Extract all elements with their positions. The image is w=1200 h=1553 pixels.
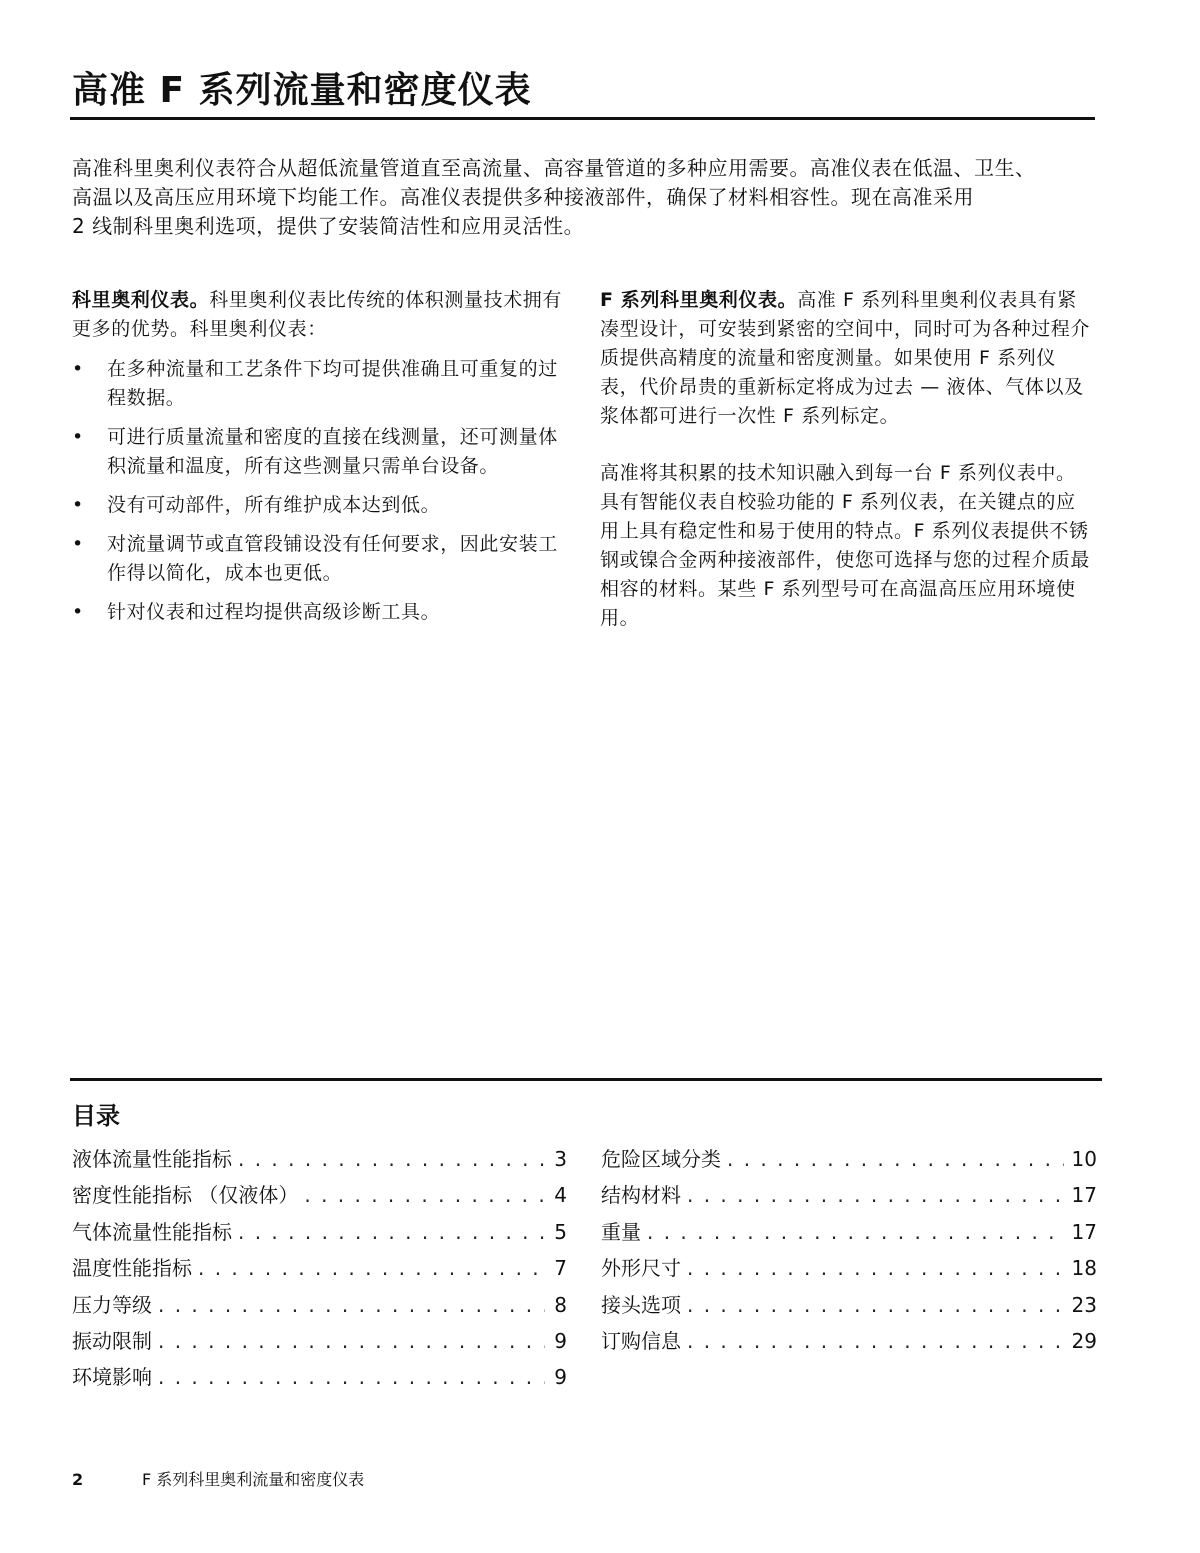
toc-divider (70, 1078, 1102, 1081)
toc-page-number: 4 (554, 1183, 567, 1208)
f-series-section (600, 286, 1095, 633)
toc-left-column (72, 1143, 567, 1398)
toc-entry[interactable] (72, 1252, 567, 1288)
toc-entry-label: 订购信息 (601, 1328, 681, 1353)
toc-entry[interactable] (601, 1289, 1097, 1325)
coriolis-intro (72, 286, 562, 344)
intro-paragraph (72, 154, 1102, 241)
dot-leader (687, 1293, 1064, 1317)
toc-entry[interactable] (601, 1325, 1097, 1361)
toc-page-number: 18 (1071, 1256, 1097, 1281)
dot-leader (238, 1220, 545, 1244)
dot-leader (198, 1256, 545, 1280)
toc-entry[interactable] (72, 1289, 567, 1325)
dot-leader (687, 1183, 1064, 1207)
toc-entry-label: 结构材料 (601, 1183, 681, 1208)
benefits-list (72, 355, 562, 627)
title-divider (70, 117, 1095, 120)
toc-entry[interactable] (72, 1179, 567, 1215)
toc-page-number: 23 (1071, 1292, 1097, 1317)
toc-page-number: 7 (554, 1256, 567, 1281)
list-item: • 可进行质量流量和密度的直接在线测量，还可测量体积流量和温度，所有这些测量只需单台设备。 (72, 423, 562, 481)
toc-entry[interactable] (601, 1252, 1097, 1288)
toc-entry-label: 压力等级 (72, 1292, 152, 1317)
list-item: • 在多种流量和工艺条件下均可提供准确且可重复的过程数据。 (72, 355, 562, 413)
toc-page-number: 3 (554, 1147, 567, 1171)
section-lead: F 系列科里奥利仪表。 (600, 289, 798, 311)
toc-entry[interactable] (72, 1325, 567, 1361)
dot-leader (687, 1329, 1064, 1353)
page-title: 高准 F 系列流量和密度仪表 (72, 70, 532, 111)
bullet-icon: • (72, 358, 84, 380)
toc-entry[interactable] (601, 1143, 1097, 1179)
dot-leader (158, 1365, 545, 1389)
toc-heading: 目录 (72, 1102, 120, 1130)
toc-right-column (601, 1143, 1097, 1361)
toc-entry-label: 外形尺寸 (601, 1256, 681, 1281)
bullet-icon: • (72, 601, 84, 623)
dot-leader (687, 1256, 1064, 1280)
intro-line: 高准科里奥利仪表符合从超低流量管道直至高流量、高容量管道的多种应用需要。高准仪表在低温、卫生、 (72, 156, 1036, 180)
footer-document-title: F 系列科里奥利流量和密度仪表 (142, 1470, 365, 1489)
toc-entry-label: 危险区域分类 (601, 1147, 721, 1171)
bullet-icon: • (72, 494, 84, 516)
coriolis-meters-section (72, 286, 562, 637)
toc-entry[interactable] (72, 1361, 567, 1397)
f-series-intro (600, 286, 1095, 431)
dot-leader (158, 1293, 545, 1317)
toc-page-number: 5 (554, 1219, 567, 1244)
dot-leader (304, 1183, 545, 1207)
toc-entry-label: 温度性能指标 (72, 1256, 192, 1281)
toc-page-number: 9 (554, 1328, 567, 1353)
dot-leader (647, 1220, 1064, 1244)
toc-page-number: 8 (554, 1292, 567, 1317)
list-item: • 没有可动部件，所有维护成本达到低。 (72, 491, 562, 520)
toc-entry[interactable] (601, 1179, 1097, 1215)
intro-line: 高温以及高压应用环境下均能工作。高准仪表提供多种接液部件，确保了材料相容性。现在高准采用 (72, 185, 974, 209)
toc-entry[interactable] (72, 1216, 567, 1252)
dot-leader (158, 1329, 545, 1353)
toc-entry-label: 气体流量性能指标 (72, 1219, 232, 1244)
toc-entry-label: 振动限制 (72, 1328, 152, 1353)
bullet-icon: • (72, 533, 84, 555)
toc-entry-label: 密度性能指标 （仅液体） (72, 1183, 299, 1208)
toc-entry[interactable] (72, 1143, 567, 1179)
dot-leader (238, 1147, 545, 1171)
toc-page-number: 10 (1071, 1147, 1097, 1171)
section-text: 高准 F 系列科里奥利仪表具有紧凑型设计，可安装到紧密的空间中，同时可为各种过程介质提供高精度的流量和密度测量。如果使用 F 系列仪表，代价昂贵的重新标定将成为过去 — 液体、气体以及浆体都可进行一次性 F 系列标定。 (600, 289, 1091, 427)
toc-entry-label: 重量 (601, 1219, 641, 1244)
list-item: • 对流量调节或直管段铺设没有任何要求，因此安装工作得以简化，成本也更低。 (72, 530, 562, 588)
dot-leader (727, 1147, 1064, 1171)
footer-page-number: 2 (72, 1470, 84, 1489)
toc-entry-label: 环境影响 (72, 1365, 152, 1390)
toc-page-number: 29 (1071, 1328, 1097, 1353)
list-item: • 针对仪表和过程均提供高级诊断工具。 (72, 598, 562, 627)
section-lead: 科里奥利仪表。 (72, 289, 210, 311)
f-series-paragraph: 高准将其积累的技术知识融入到每一台 F 系列仪表中。具有智能仪表自校验功能的 F 系列仪表，在关键点的应用上具有稳定性和易于使用的特点。F 系列仪表提供不锈钢或镍合金两种接液部件，使您可选择与您的过程介质最相容的材料。某些 F 系列型号可在高温高压应用环境使用。 (600, 462, 1091, 629)
intro-line: 2 线制科里奥利选项，提供了安装简洁性和应用灵活性。 (72, 214, 585, 238)
bullet-icon: • (72, 426, 84, 448)
section-text: 科里奥利仪表比传统的体积测量技术拥有更多的优势。科里奥利仪表： (72, 289, 563, 340)
toc-entry-label: 接头选项 (601, 1292, 681, 1317)
toc-page-number: 17 (1071, 1219, 1097, 1244)
toc-entry[interactable] (601, 1216, 1097, 1252)
toc-page-number: 17 (1071, 1183, 1097, 1208)
toc-entry-label: 液体流量性能指标 (72, 1147, 232, 1171)
toc-page-number: 9 (554, 1365, 567, 1390)
page-footer (72, 1467, 364, 1490)
